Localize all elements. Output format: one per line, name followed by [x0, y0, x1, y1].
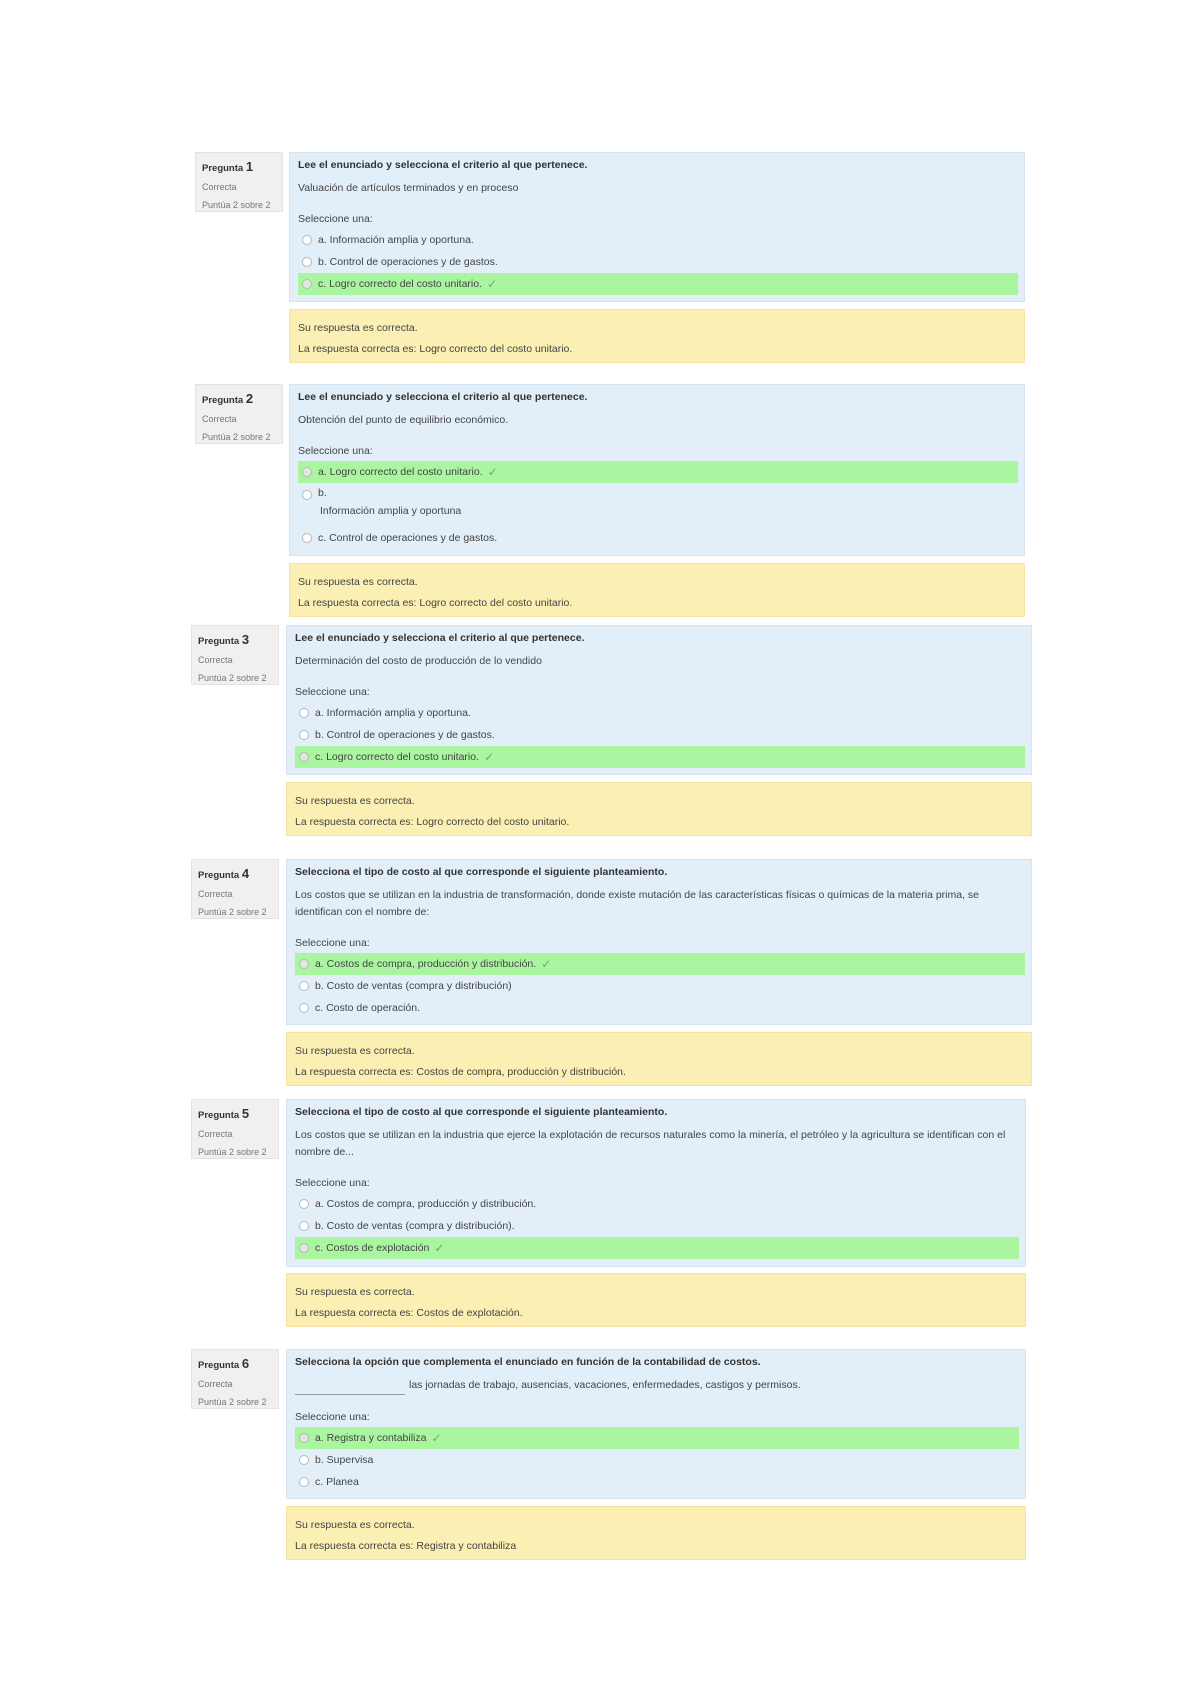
answer-option-c[interactable]	[298, 273, 1018, 295]
answer-option-b[interactable]	[295, 1449, 1019, 1471]
option-label: a. Registra y contabiliza	[315, 1432, 427, 1444]
select-one-label: Seleccione una:	[295, 1177, 370, 1189]
feedback-text: Su respuesta es correcta.	[295, 1045, 415, 1057]
feedback-text: Su respuesta es correcta.	[295, 1286, 415, 1298]
question-info	[191, 1099, 279, 1159]
answer-options	[295, 1427, 1019, 1493]
feedback-box	[286, 1032, 1032, 1086]
radio-button[interactable]	[299, 752, 309, 762]
answer-options	[298, 229, 1018, 295]
option-label: b. Costo de ventas (compra y distribución)	[315, 980, 512, 992]
answer-options	[295, 702, 1025, 768]
question-text: Valuación de artículos terminados y en proceso	[298, 182, 519, 194]
feedback-text: Su respuesta es correcta.	[295, 1519, 415, 1531]
radio-button[interactable]	[299, 1455, 309, 1465]
feedback-box	[286, 1273, 1026, 1327]
question-number: Pregunta 1	[202, 159, 254, 174]
radio-button[interactable]	[299, 708, 309, 718]
answer-option-b[interactable]	[295, 1215, 1019, 1237]
question-state: Correcta	[198, 655, 233, 665]
question-grade: Puntúa 2 sobre 2	[202, 200, 271, 210]
answer-option-b[interactable]	[298, 483, 1018, 527]
answer-option-a[interactable]	[295, 702, 1025, 724]
option-label: a. Costos de compra, producción y distribución.	[315, 958, 537, 970]
select-one-label: Seleccione una:	[298, 213, 373, 225]
answer-option-b[interactable]	[298, 251, 1018, 273]
checkmark-icon: ✓	[431, 1431, 442, 1445]
option-label: a. Información amplia y oportuna.	[315, 707, 471, 719]
question-text: Los costos que se utilizan en la industria de transformación, donde existe mutación de las características físicas o químicas de la materia prima, se identifican con el nombre de:	[295, 889, 980, 918]
question-state: Correcta	[198, 889, 233, 899]
option-label: b. Control de operaciones y de gastos.	[315, 729, 495, 741]
question-prompt: Selecciona el tipo de costo al que corresponde el siguiente planteamiento.	[295, 866, 668, 878]
question-state: Correcta	[198, 1129, 233, 1139]
question-info	[191, 625, 279, 685]
question-prompt: Lee el enunciado y selecciona el criterio al que pertenece.	[298, 391, 588, 403]
radio-button[interactable]	[299, 1433, 309, 1443]
question-prompt: Lee el enunciado y selecciona el criterio al que pertenece.	[298, 159, 588, 171]
option-label: c. Logro correcto del costo unitario.	[318, 278, 483, 290]
question-info	[195, 384, 283, 444]
radio-button[interactable]	[302, 467, 312, 477]
question-number: Pregunta 4	[198, 866, 250, 881]
option-label: b. Supervisa	[315, 1454, 374, 1466]
question-grade: Puntúa 2 sobre 2	[198, 673, 267, 683]
question-number: Pregunta 2	[202, 391, 254, 406]
question-state: Correcta	[198, 1379, 233, 1389]
option-label: c. Control de operaciones y de gastos.	[318, 532, 498, 544]
question-info	[195, 152, 283, 212]
radio-button[interactable]	[299, 1477, 309, 1487]
radio-button[interactable]	[299, 1243, 309, 1253]
question-formulation	[286, 1099, 1026, 1267]
question-prompt: Selecciona la opción que complementa el enunciado en función de la contabilidad de costos.	[295, 1356, 761, 1368]
checkmark-icon: ✓	[487, 465, 498, 479]
checkmark-icon: ✓	[434, 1241, 445, 1255]
question-grade: Puntúa 2 sobre 2	[198, 1147, 267, 1157]
feedback-box	[289, 309, 1025, 363]
feedback-box	[286, 782, 1032, 836]
question-formulation	[286, 625, 1032, 775]
question-grade: Puntúa 2 sobre 2	[198, 907, 267, 917]
radio-button[interactable]	[299, 1003, 309, 1013]
radio-button[interactable]	[302, 279, 312, 289]
feedback-text: Su respuesta es correcta.	[298, 322, 418, 334]
question-prompt: Selecciona el tipo de costo al que corresponde el siguiente planteamiento.	[295, 1106, 668, 1118]
radio-button[interactable]	[302, 533, 312, 543]
select-one-label: Seleccione una:	[295, 1411, 370, 1423]
question-text: Obtención del punto de equilibrio económico.	[298, 414, 509, 426]
option-label: a. Información amplia y oportuna.	[318, 234, 474, 246]
radio-button[interactable]	[302, 490, 312, 500]
answer-options	[298, 461, 1018, 549]
option-label: a. Costos de compra, producción y distribución.	[315, 1198, 537, 1210]
question-formulation	[289, 384, 1025, 556]
select-one-label: Seleccione una:	[295, 686, 370, 698]
question-grade: Puntúa 2 sobre 2	[198, 1397, 267, 1407]
question-prompt: Lee el enunciado y selecciona el criterio al que pertenece.	[295, 632, 585, 644]
right-answer: La respuesta correcta es: Logro correcto del costo unitario.	[295, 816, 570, 828]
option-label: a. Logro correcto del costo unitario.	[318, 466, 483, 478]
feedback-text: Su respuesta es correcta.	[298, 576, 418, 588]
checkmark-icon: ✓	[484, 750, 495, 764]
answer-option-a[interactable]	[298, 461, 1018, 483]
answer-option-c[interactable]	[295, 1237, 1019, 1259]
option-label: b. Costo de ventas (compra y distribución).	[315, 1220, 515, 1232]
select-one-label: Seleccione una:	[298, 445, 373, 457]
answer-option-b[interactable]	[295, 724, 1025, 746]
answer-option-c[interactable]	[298, 527, 1018, 549]
answer-option-a[interactable]	[298, 229, 1018, 251]
right-answer: La respuesta correcta es: Costos de explotación.	[295, 1307, 523, 1319]
radio-button[interactable]	[299, 1221, 309, 1231]
fill-in-blank	[295, 1377, 405, 1395]
feedback-box	[286, 1506, 1026, 1560]
question-state: Correcta	[202, 182, 237, 192]
checkmark-icon: ✓	[487, 277, 498, 291]
answer-options	[295, 953, 1025, 1019]
option-label: c. Costos de explotación	[315, 1242, 430, 1254]
option-label: c. Costo de operación.	[315, 1002, 421, 1014]
question-number: Pregunta 5	[198, 1106, 250, 1121]
answer-option-c[interactable]	[295, 746, 1025, 768]
feedback-box	[289, 563, 1025, 617]
answer-option-a[interactable]	[295, 1427, 1019, 1449]
radio-button[interactable]	[302, 257, 312, 267]
question-formulation	[289, 152, 1025, 302]
answer-option-c[interactable]	[295, 1471, 1019, 1493]
checkmark-icon: ✓	[541, 957, 552, 971]
question-number: Pregunta 3	[198, 632, 250, 647]
option-label: b.	[318, 487, 327, 499]
question-text: las jornadas de trabajo, ausencias, vacaciones, enfermedades, castigos y permisos.	[295, 1377, 1019, 1395]
radio-button[interactable]	[299, 981, 309, 991]
question-info	[191, 859, 279, 919]
question-grade: Puntúa 2 sobre 2	[202, 432, 271, 442]
feedback-text: Su respuesta es correcta.	[295, 795, 415, 807]
answer-option-a[interactable]	[295, 953, 1025, 975]
option-label: c. Planea	[315, 1476, 359, 1488]
select-one-label: Seleccione una:	[295, 937, 370, 949]
answer-options	[295, 1193, 1019, 1259]
right-answer: La respuesta correcta es: Registra y contabiliza	[295, 1540, 517, 1552]
question-number: Pregunta 6	[198, 1356, 250, 1371]
question-text: Determinación del costo de producción de lo vendido	[295, 655, 542, 667]
question-state: Correcta	[202, 414, 237, 424]
question-formulation	[286, 859, 1032, 1025]
right-answer: La respuesta correcta es: Logro correcto del costo unitario.	[298, 597, 573, 609]
right-answer: La respuesta correcta es: Logro correcto del costo unitario.	[298, 343, 573, 355]
right-answer: La respuesta correcta es: Costos de compra, producción y distribución.	[295, 1066, 626, 1078]
radio-button[interactable]	[299, 730, 309, 740]
radio-button[interactable]	[299, 959, 309, 969]
question-text: Los costos que se utilizan en la industria que ejerce la explotación de recursos naturales como la minería, el petróleo y la agricultura se identifican con el nombre de...	[295, 1129, 1006, 1158]
answer-option-a[interactable]	[295, 1193, 1019, 1215]
answer-option-b[interactable]	[295, 975, 1025, 997]
option-label: c. Logro correcto del costo unitario.	[315, 751, 480, 763]
option-sublabel: Información amplia y oportuna	[320, 505, 462, 517]
radio-button[interactable]	[299, 1199, 309, 1209]
question-info	[191, 1349, 279, 1409]
radio-button[interactable]	[302, 235, 312, 245]
option-label: b. Control de operaciones y de gastos.	[318, 256, 498, 268]
answer-option-c[interactable]	[295, 997, 1025, 1019]
question-formulation	[286, 1349, 1026, 1499]
